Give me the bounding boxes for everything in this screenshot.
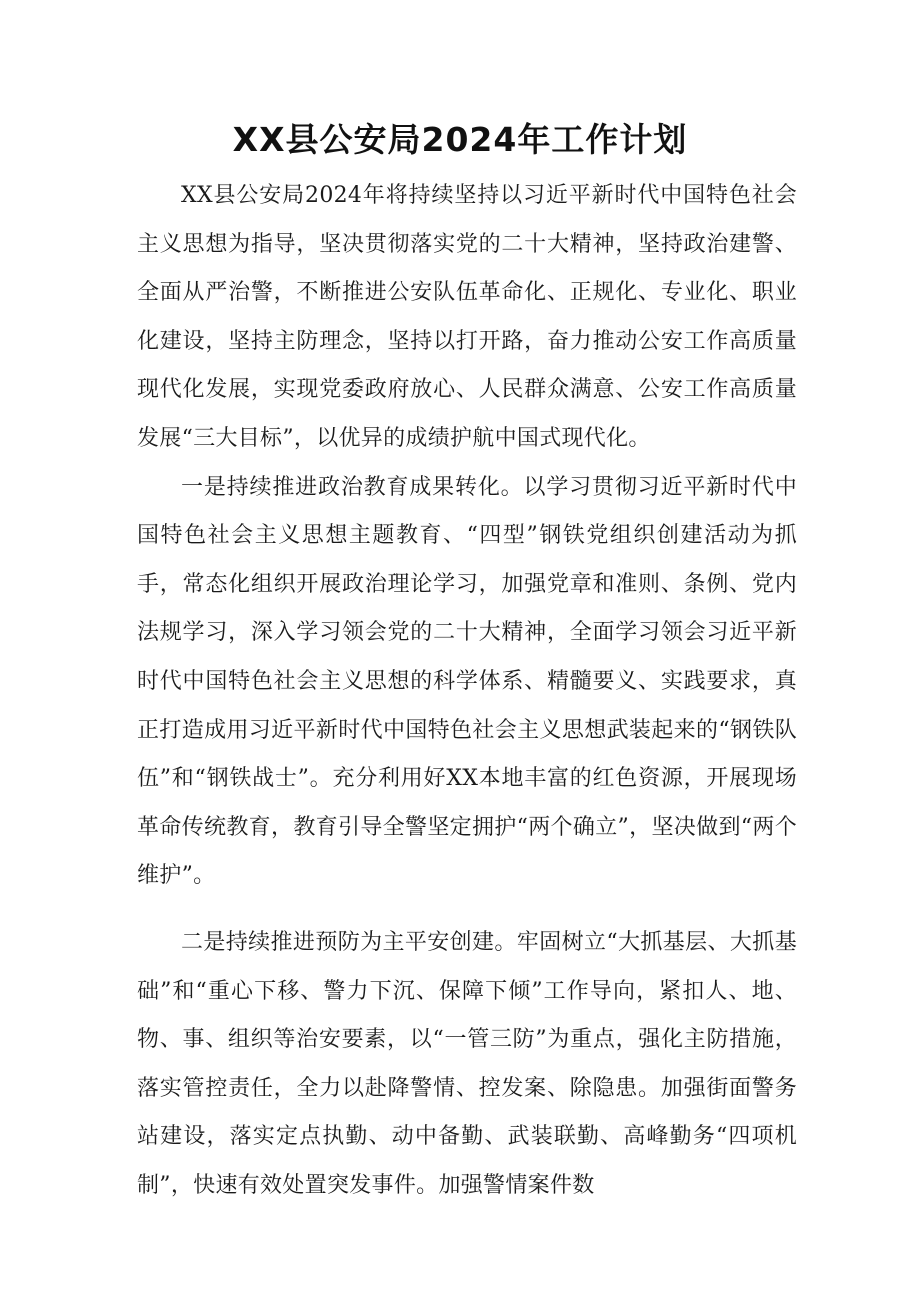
paragraph-prevention-safety: 二是持续推进预防为主平安创建。牢固树立“大抓基层、大抓基础”和“重心下移、警力下沉、保障下倾”工作导向，紧扣人、地、物、事、组织等治安要素，以“一管三防”为重点，强化主防措施，落实管控责任，全力以赴降警情、控发案、除隐患。加强街面警务站建设，落实定点执勤、动中备勤、武装联勤、高峰勤务“四项机制”，快速有效处置突发事件。加强警情案件数 <box>137 929 797 1198</box>
paragraph-political-education: 一是持续推进政治教育成果转化。以学习贯彻习近平新时代中国特色社会主义思想主题教育、“四型”钢铁党组织创建活动为抓手，常态化组织开展政治理论学习，加强党章和准则、条例、党内法规学习，深入学习领会党的二十大精神，全面学习领会习近平新时代中国特色社会主义思想的科学体系、精髓要义、实践要求，真正打造成用习近平新时代中国特色社会主义思想武装起来的“钢铁队伍”和“钢铁战士”。充分利用好XX本地丰富的红色资源，开展现场革命传统教育，教育引导全警坚定拥护“两个确立”，坚决做到“两个维护”。 <box>137 474 797 889</box>
document-body <box>137 172 797 1210</box>
paragraph-intro: XX县公安局2024年将持续坚持以习近平新时代中国特色社会主义思想为指导，坚决贯彻落实党的二十大精神，坚持政治建警、全面从严治警，不断推进公安队伍革命化、正规化、专业化、职业化建设，坚持主防理念，坚持以打开路，奋力推动公安工作高质量现代化发展，实现党委政府放心、人民群众满意、公安工作高质量发展“三大目标”，以优异的成绩护航中国式现代化。 <box>137 183 797 451</box>
document-title: XX县公安局2024年工作计划 <box>232 120 688 159</box>
